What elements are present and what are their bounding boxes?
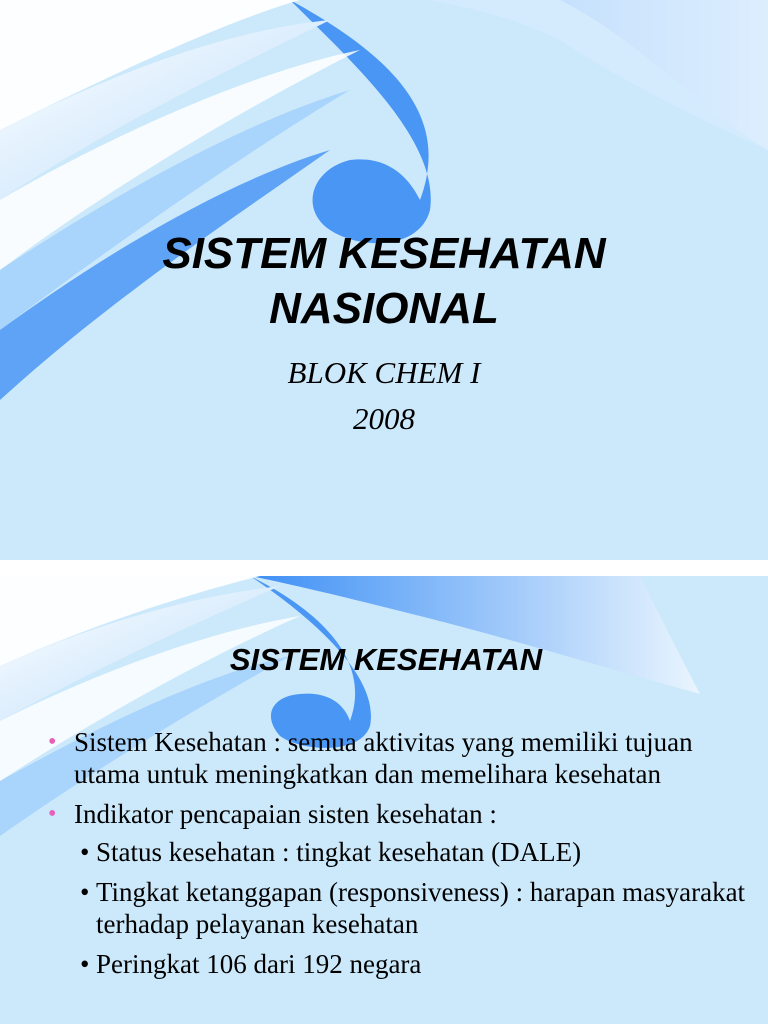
slide-subtitle-line: BLOK CHEM I <box>287 355 481 390</box>
bullet-text: Sistem Kesehatan : semua aktivitas yang memiliki tujuan utama untuk meningkatkan dan memelihara kesehatan <box>74 727 693 789</box>
bullet-icon: • <box>80 877 90 907</box>
sub-bullet-text: Tingkat ketanggapan (responsiveness) : harapan masyarakat terhadap pelayanan kesehatan <box>96 877 746 939</box>
bullet-icon: • <box>48 801 57 827</box>
list-item <box>74 836 748 868</box>
bullet-icon: • <box>80 949 90 979</box>
list-item <box>74 948 748 980</box>
slide-subtitle <box>0 350 768 442</box>
sub-bullet-text: Status kesehatan : tingkat kesehatan (DALE) <box>96 837 582 867</box>
slide-title <box>0 226 768 336</box>
list-item <box>48 726 748 790</box>
slide-title: SISTEM KESEHATAN <box>229 642 543 677</box>
list-item <box>74 876 748 940</box>
bullet-icon: • <box>48 729 57 755</box>
sub-bullet-text: Peringkat 106 dari 192 negara <box>96 949 422 979</box>
bullet-icon: • <box>80 837 90 867</box>
slide-title-line: NASIONAL <box>269 284 499 333</box>
list-item <box>48 798 748 980</box>
bullet-list <box>48 726 748 988</box>
sub-bullet-list <box>74 836 748 980</box>
slide-title-line: SISTEM KESEHATAN <box>162 229 606 278</box>
slide-divider <box>0 560 768 576</box>
bullet-text: Indikator pencapaian sisten kesehatan : <box>74 799 497 829</box>
slide-subtitle-line: 2008 <box>353 401 415 436</box>
slide-2 <box>0 576 768 1024</box>
